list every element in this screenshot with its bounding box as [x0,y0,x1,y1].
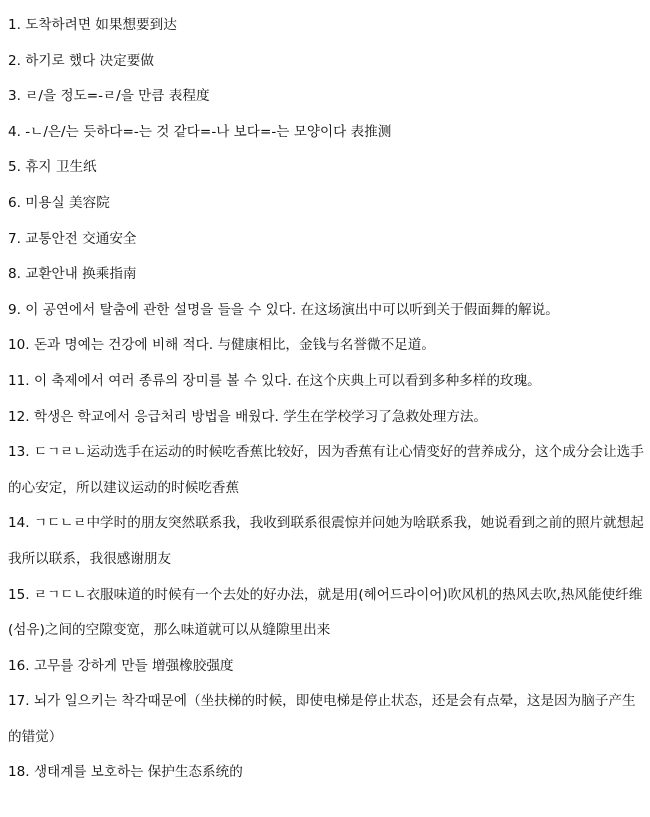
list-item-12: 12. 학생은 학교에서 응급처리 방법을 배웠다. 学生在学校学习了急救处理方法。 [8,408,488,425]
list-item-8: 8. 교환안내 换乘指南 [8,266,137,283]
list-item-9: 9. 이 공연에서 탈춤에 관한 설명을 들을 수 있다. 在这场演出中可以听到关于假面舞的解说。 [8,301,559,318]
list-item-17: 17. 뇌가 일으키는 착각때문에（坐扶梯的时候，即使电梯是停止状态，还是会有点晕，这是因为脑子产生的错觉） [8,693,636,745]
list-item-18: 18. 생태계를 보호하는 保护生态系统的 [8,764,243,781]
list-item-7: 7. 교통안전 交通安全 [8,230,137,247]
list-item-4: 4. -ㄴ/은/는 듯하다=-는 것 같다=-나 보다=-는 모양이다 表推测 [8,123,392,140]
list-item-1: 1. 도착하려면 如果想要到达 [8,17,177,33]
list-item-13: 13. ㄷㄱㄹㄴ运动选手在运动的时候吃香蕉比较好，因为香蕉有让心情变好的营养成分，这个成分会让选手的心安定，所以建议运动的时候吃香蕉 [8,444,644,496]
list-item-15: 15. ㄹㄱㄷㄴ衣服味道的时候有一个去处的好办法，就是用(헤어드라이어)吹风机的热风去吹,热风能使纤维(섬유)之间的空隙变宽，那么味道就可以从缝隙里出来 [8,586,643,639]
list-item-3: 3. ㄹ/을 정도=-ㄹ/을 만큼 表程度 [8,88,210,105]
list-item-5: 5. 휴지 卫生纸 [8,159,97,176]
list-item-10: 10. 돈과 명예는 건강에 비해 적다. 与健康相比，金钱与名誉微不足道。 [8,337,435,354]
list-item-14: 14. ㄱㄷㄴㄹ中学时的朋友突然联系我，我收到联系很震惊并问她为啥联系我，她说看到之前的照片就想起我所以联系，我很感谢朋友 [8,515,644,567]
list-item-2: 2. 하기로 했다 决定要做 [8,52,154,69]
list-item-11: 11. 이 축제에서 여러 종류의 장미를 볼 수 있다. 在这个庆典上可以看到多种多样的玫瑰。 [8,372,541,389]
list-item-6: 6. 미용실 美容院 [8,194,110,211]
list-item-16: 16. 고무를 강하게 만들 增强橡胶强度 [8,657,234,674]
